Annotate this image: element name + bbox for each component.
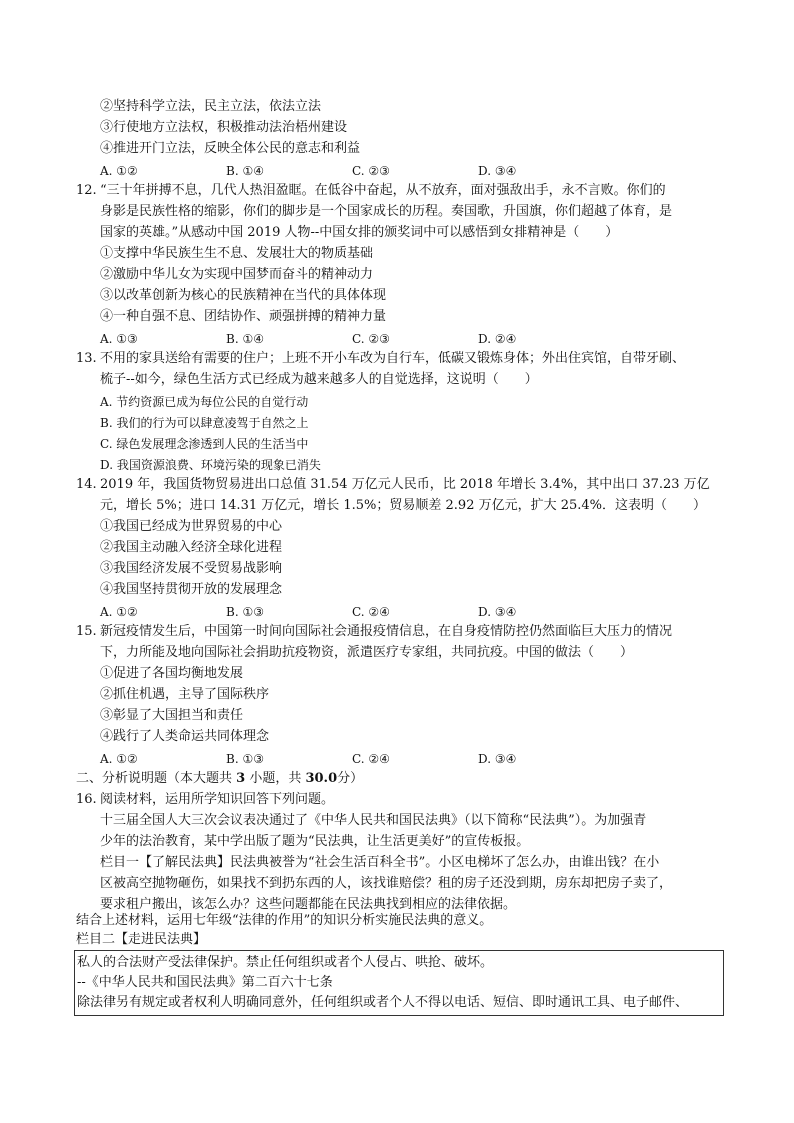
q15-number: 15.	[76, 624, 97, 639]
q15-option-b: B. ①③	[226, 752, 264, 766]
q13-option-b: B. 我们的行为可以肆意凌驾于自然之上	[100, 416, 309, 430]
q12-option-c: C. ②③	[352, 332, 390, 346]
q12-option-a: A. ①③	[100, 332, 138, 346]
q12-item-3: ③以改革创新为核心的民族精神在当代的具体体现	[100, 288, 387, 303]
q12-item-4: ④一种自强不息、团结协作、顽强拼搏的精神力量	[100, 309, 387, 324]
q16-column1-line-2: 区被高空抛物砸伤，如果找不到扔东西的人，该找谁赔偿？租的房子还没到期，房东却把房子卖了，	[100, 876, 673, 891]
q15-option-a: A. ①②	[100, 752, 138, 766]
q15-item-1: ①促进了各国均衡地发展	[100, 666, 244, 681]
section-2-title-b: 小题，共	[245, 771, 306, 786]
section-2-title-a: 二、分析说明题（本大题共	[76, 771, 237, 786]
q16-instruction: 阅读材料，运用所学知识回答下列问题。	[100, 792, 335, 807]
q15-stem-line-2: 下，力所能及地向国际社会捐助抗疫物资，派遣医疗专家组，共同抗疫。中国的做法（ ）	[100, 645, 634, 660]
q16-material-line-1: 十三届全国人大三次会议表决通过了《中华人民共和国民法典》（以下简称“民法典”）。为加强青	[100, 813, 647, 828]
q12-item-1: ①支撑中华民族生生不息、发展壮大的物质基础	[100, 246, 374, 261]
q11-option-a: A. ①②	[100, 164, 138, 178]
q11-option-b: B. ①④	[226, 164, 264, 178]
law-quote-box	[74, 950, 724, 1016]
q15-item-2: ②抓住机遇，主导了国际秩序	[100, 687, 270, 702]
q13-stem-line-2: 梳子--如今，绿色生活方式已经成为越来越多人的自觉选择，这说明（ ）	[100, 372, 538, 387]
section-2-heading	[76, 769, 363, 789]
q11-option-c: C. ②③	[352, 164, 390, 178]
q16-column1-line-3: 要求租户搬出，该怎么办？这些问题都能在民法典找到相应的法律依据。	[100, 897, 517, 912]
q12-number: 12.	[76, 183, 97, 198]
q13-option-a: A. 节约资源已成为每位公民的自觉行动	[100, 395, 309, 409]
q14-option-d: D. ③④	[478, 605, 517, 619]
q11-option-d: D. ③④	[478, 164, 517, 178]
q13-option-d: D. 我国资源浪费、环境污染的现象已消失	[100, 458, 321, 472]
q16-column1-line-1: 栏目一【了解民法典】民法典被誉为“社会生活百科全书”。小区电梯坏了怎么办，由谁出钱？在小	[100, 855, 660, 870]
q14-item-4: ④我国坚持贯彻开放的发展理念	[100, 582, 283, 597]
q16-material-line-2: 少年的法治教育，某中学出版了题为“民法典，让生活更美好”的宣传板报。	[100, 834, 530, 849]
section-2-score: 30.0	[305, 771, 338, 786]
q14-item-2: ②我国主动融入经济全球化进程	[100, 540, 283, 555]
q14-option-a: A. ①②	[100, 605, 138, 619]
law-quote-source: --《中华人民共和国民法典》第二百六十七条	[77, 975, 333, 990]
q15-item-4: ④践行了人类命运共同体理念	[100, 729, 270, 744]
q14-item-1: ①我国已经成为世界贸易的中心	[100, 519, 283, 534]
q16-number: 16.	[76, 792, 97, 807]
q12-stem-line-3: 国家的英雄。”从感动中国 2019 人物--中国女排的颁奖词中可以感悟到女排精神是（ ）	[100, 225, 619, 240]
q14-item-3: ③我国经济发展不受贸易战影响	[100, 561, 283, 576]
q12-stem-line-1: “三十年拼搏不息，几代人热泪盈眶。在低谷中奋起，从不放弃，面对强敌出手，永不言败。你们的	[100, 183, 666, 198]
q15-option-c: C. ②④	[352, 752, 390, 766]
q16-question: 结合上述材料，运用七年级“法律的作用”的知识分析实施民法典的意义。	[76, 913, 493, 928]
q12-stem-line-2: 身影是民族性格的缩影，你们的脚步是一个国家成长的历程。奏国歌，升国旗，你们超越了体育，是	[100, 204, 673, 219]
q11-item-3: ③行使地方立法权，积极推动法治梧州建设	[100, 120, 348, 135]
q14-stem-line-2: 元，增长 5%；进口 14.31 万亿元，增长 1.5%；贸易顺差 2.92 万亿元，扩大 25.4%．这表明（ ）	[100, 498, 707, 513]
q13-option-c: C. 绿色发展理念渗透到人民的生活当中	[100, 437, 309, 451]
q15-item-3: ③彰显了大国担当和责任	[100, 708, 244, 723]
q14-option-b: B. ①③	[226, 605, 264, 619]
q14-number: 14.	[76, 477, 97, 492]
q11-item-4: ④推进开门立法，反映全体公民的意志和利益	[100, 141, 361, 156]
q12-item-2: ②激励中华儿女为实现中国梦而奋斗的精神动力	[100, 267, 374, 282]
law-quote-line-1: 私人的合法财产受法律保护。禁止任何组织或者个人侵占、哄抢、破坏。	[77, 955, 494, 970]
q16-column2-title: 栏目二【走进民法典】	[76, 932, 207, 947]
section-2-count: 3	[236, 771, 246, 786]
q15-option-d: D. ③④	[478, 752, 517, 766]
q15-stem-line-1: 新冠疫情发生后，中国第一时间向国际社会通报疫情信息，在自身疫情防控仍然面临巨大压力的情况	[100, 624, 673, 639]
q12-option-d: D. ②④	[478, 332, 517, 346]
q12-option-b: B. ①④	[226, 332, 264, 346]
q14-option-c: C. ②④	[352, 605, 390, 619]
q13-number: 13.	[76, 351, 97, 366]
q14-stem-line-1: 2019 年，我国货物贸易进出口总值 31.54 万亿元人民币，比 2018 年增长 3.4%，其中出口 37.23 万亿	[100, 477, 710, 492]
q11-item-2: ②坚持科学立法，民主立法，依法立法	[100, 99, 322, 114]
section-2-title-c: 分）	[337, 771, 364, 786]
q13-stem-line-1: 不用的家具送给有需要的住户；上班不开小车改为自行车，低碳又锻炼身体；外出住宾馆，自带牙刷、	[100, 351, 686, 366]
law-quote-line-2: 除法律另有规定或者权利人明确同意外，任何组织或者个人不得以电话、短信、即时通讯工具、电子邮件、	[77, 995, 689, 1010]
